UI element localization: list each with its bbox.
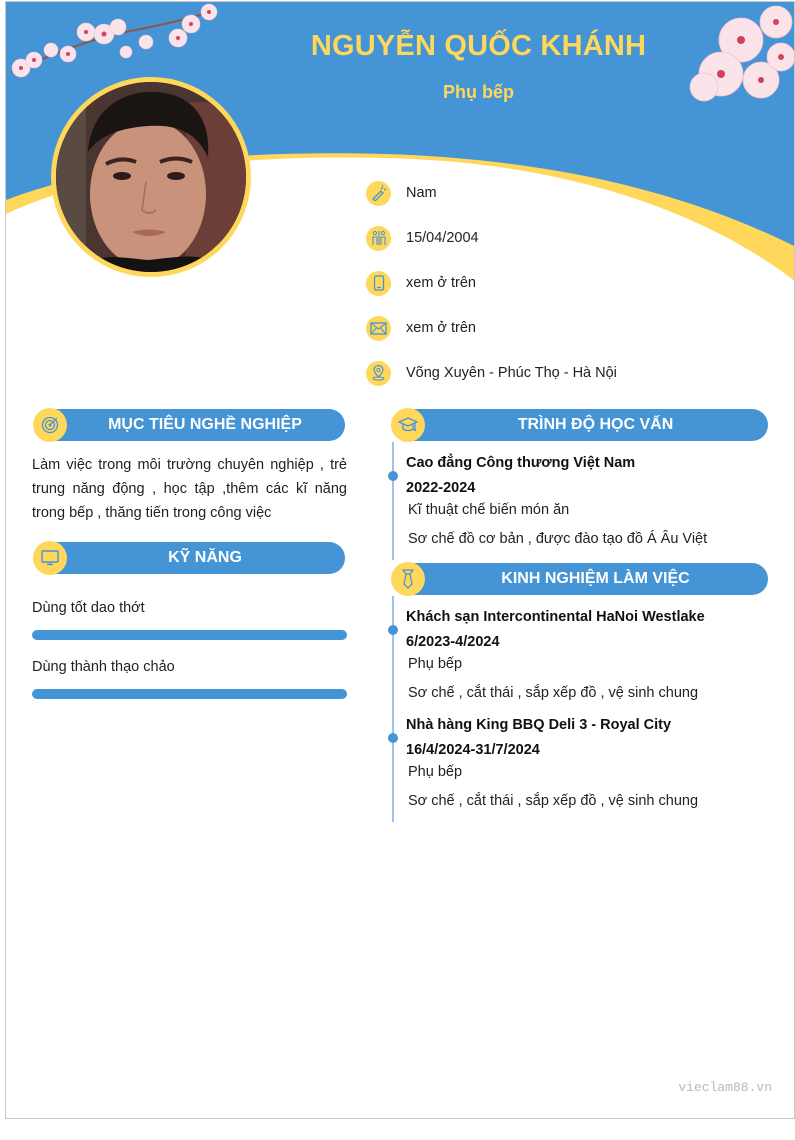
experience-description: Sơ chế , cắt thái , sắp xếp đồ , vệ sinh chung [408, 685, 699, 701]
education-description: Sơ chế đồ cơ bản , được đào tạo đồ Á Âu Việt [408, 531, 708, 547]
section-header-experience [393, 563, 768, 595]
timeline-dot [388, 733, 398, 743]
experience-description: Sơ chế , cắt thái , sắp xếp đồ , vệ sinh chung [408, 793, 699, 809]
cherry-blossom-right-decoration [686, 2, 795, 110]
portrait-image [56, 82, 246, 272]
skill-level-bar [32, 630, 347, 640]
experience-period: 16/4/2024-31/7/2024 [406, 742, 540, 758]
timeline-dot [388, 625, 398, 635]
company-name: Nhà hàng King BBQ Deli 3 - Royal City [406, 717, 672, 733]
email-value: xem ở trên [406, 320, 476, 336]
experience-period: 6/2023-4/2024 [406, 634, 500, 650]
experience-title: KINH NGHIỆM LÀM VIỆC [501, 570, 690, 587]
education-major: Kĩ thuật chế biến món ăn [408, 502, 570, 518]
birthday-icon [366, 226, 391, 251]
contact-gender [366, 180, 437, 206]
education-timeline [392, 442, 394, 560]
education-title: TRÌNH ĐỘ HỌC VẤN [517, 416, 674, 433]
location-icon [366, 361, 391, 386]
skill-name: Dùng tốt dao thớt [32, 600, 145, 616]
phone-value: xem ở trên [406, 275, 476, 291]
watermark: vieclam88.vn [678, 1080, 772, 1095]
skill-level-bar [32, 689, 347, 699]
objective-text: Làm việc trong môi trường chuyên nghiệp , trẻ trung năng động , học tập ,thêm các kĩ năng trong bếp , thăng tiến trong công việc [32, 457, 347, 521]
skills-title: KỸ NĂNG [168, 549, 242, 566]
company-name: Khách sạn Intercontinental HaNoi Westlake [406, 609, 705, 625]
avatar-photo [51, 77, 251, 277]
job-title: Phụ bếp [443, 82, 514, 102]
contact-phone [366, 270, 476, 296]
experience-position: Phụ bếp [408, 764, 463, 780]
contact-email [366, 315, 476, 341]
contact-address [366, 360, 617, 386]
section-header-education [393, 409, 768, 441]
cv-page [5, 1, 795, 1119]
email-icon [366, 316, 391, 341]
graduation-cap-icon [391, 408, 425, 442]
candidate-name: NGUYỄN QUỐC KHÁNH [310, 30, 647, 62]
phone-icon [366, 271, 391, 296]
skill-name: Dùng thành thạo chảo [32, 659, 175, 675]
objective-title: MỤC TIÊU NGHỀ NGHIỆP [108, 416, 302, 433]
necktie-icon [391, 562, 425, 596]
monitor-icon [33, 541, 67, 575]
gender-icon [366, 181, 391, 206]
section-header-skills [35, 542, 345, 574]
birthday-value: 15/04/2004 [406, 230, 479, 246]
experience-position: Phụ bếp [408, 656, 463, 672]
target-icon [33, 408, 67, 442]
cherry-blossom-left-decoration [6, 2, 221, 87]
address-value: Võng Xuyên - Phúc Thọ - Hà Nội [406, 365, 617, 381]
gender-value: Nam [406, 185, 437, 201]
section-header-objective [35, 409, 345, 441]
contact-birthday [366, 225, 479, 251]
timeline-dot [388, 471, 398, 481]
education-period: 2022-2024 [406, 480, 476, 496]
school-name: Cao đẳng Công thương Việt Nam [406, 455, 636, 471]
